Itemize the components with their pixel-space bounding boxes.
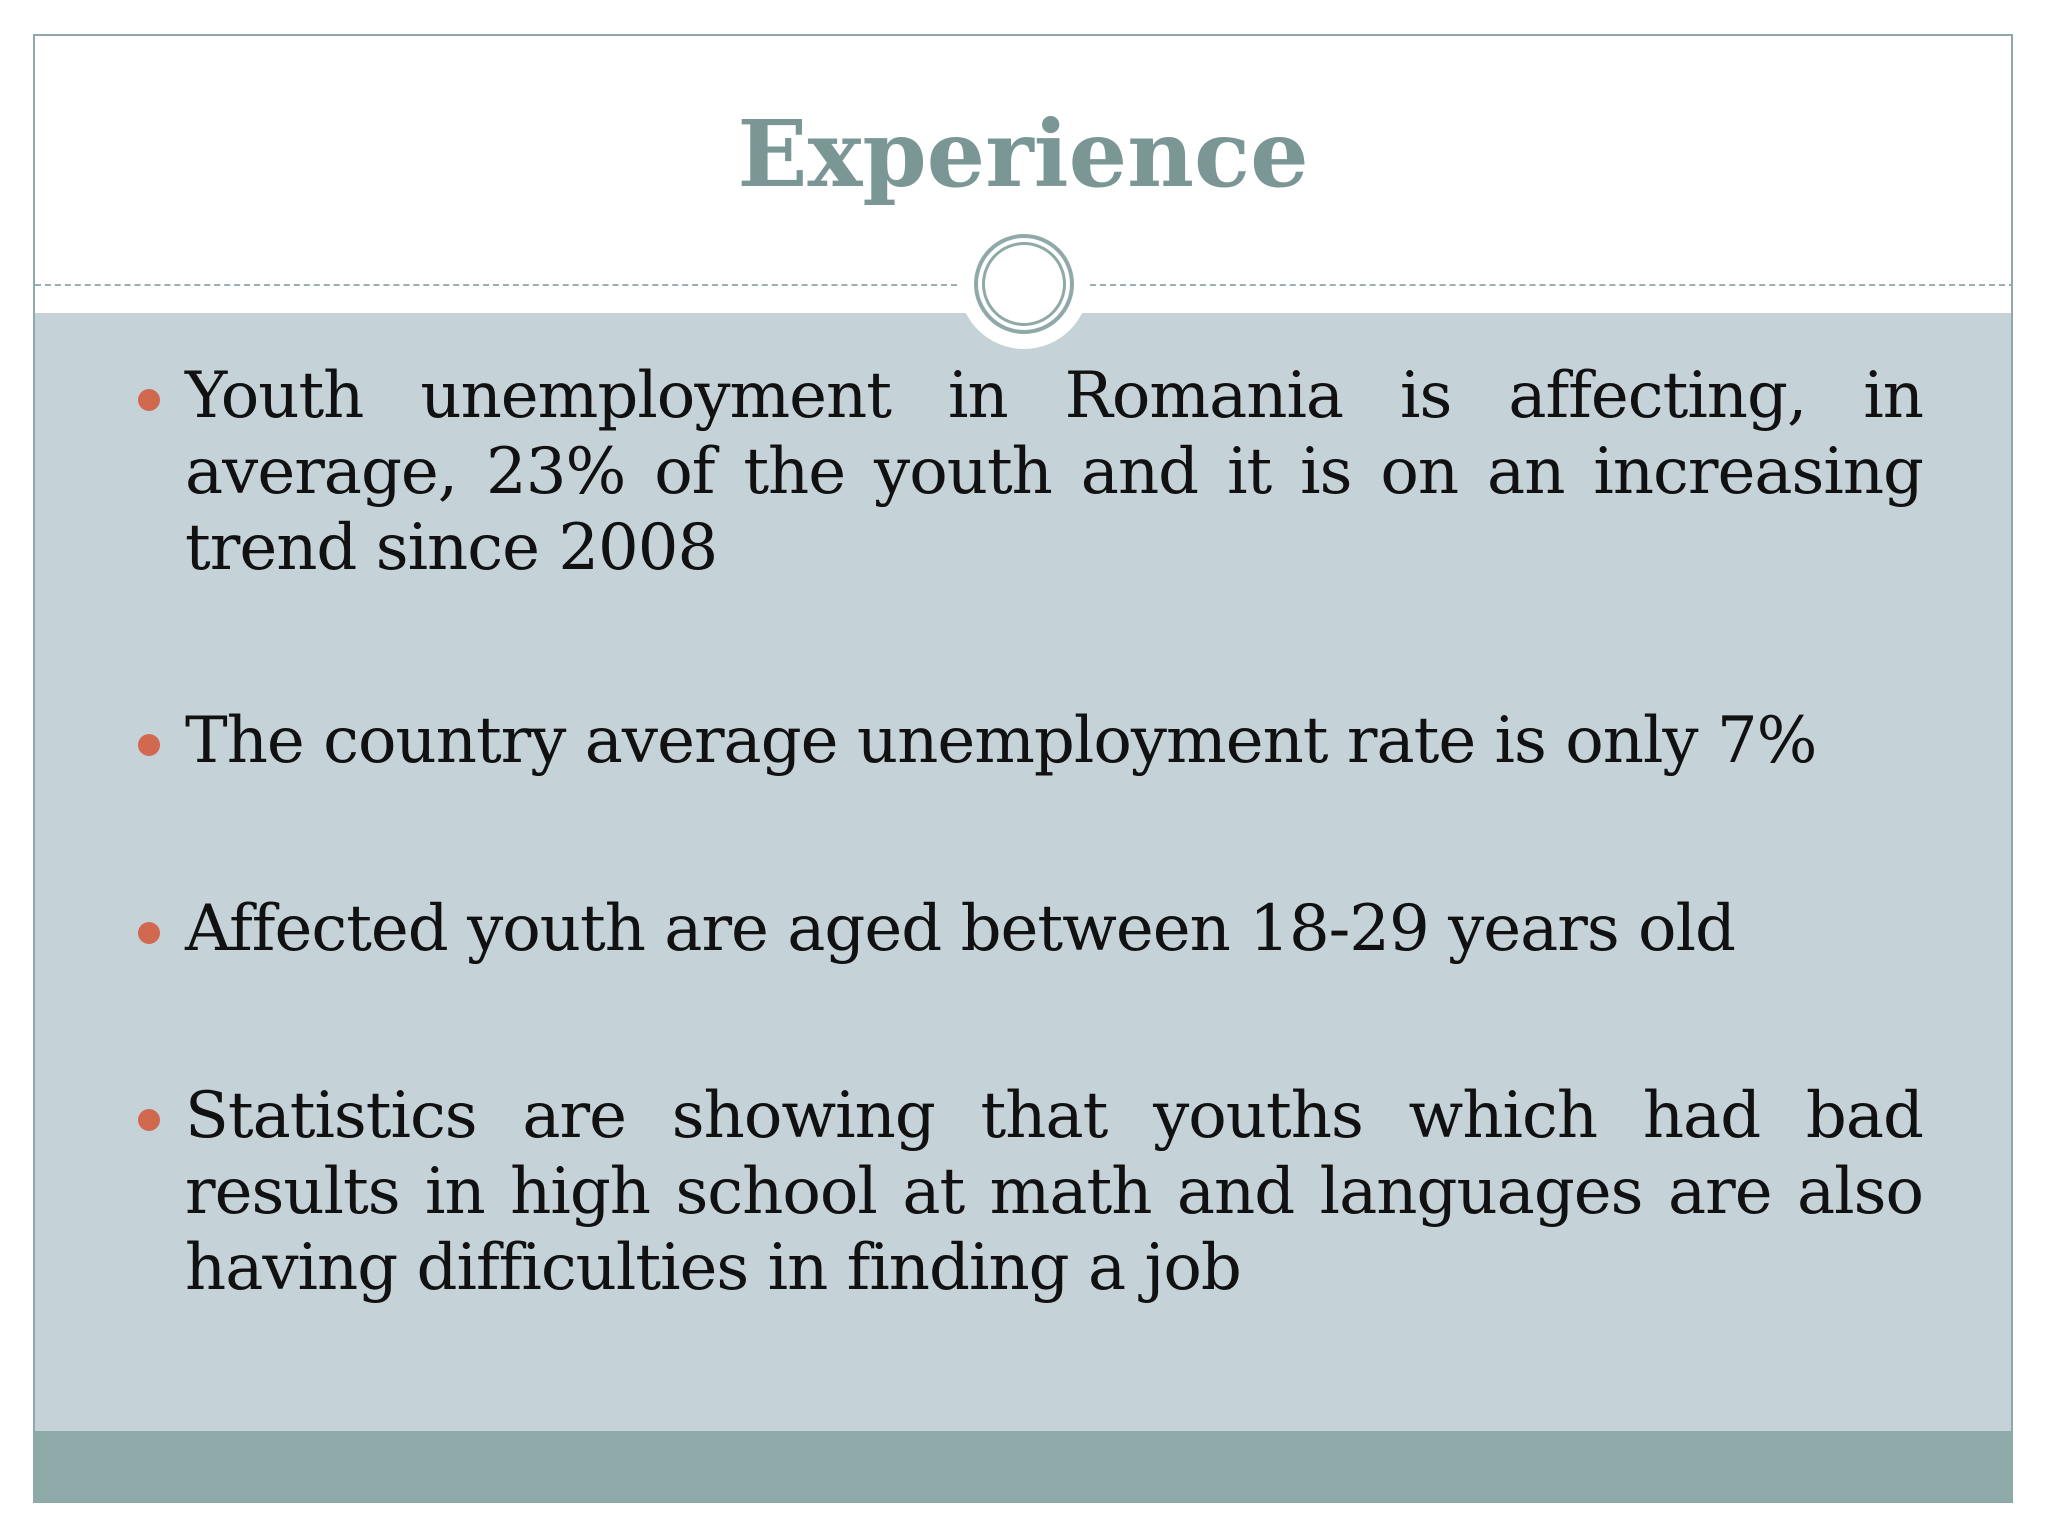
title-divider-right (1090, 284, 2013, 286)
bullet-item (185, 1078, 1923, 1306)
bullet-item (185, 891, 1923, 967)
bullet-text: Affected youth are aged between 18-29 years old (185, 892, 1735, 966)
content-area (35, 313, 2011, 1439)
title-divider-left (35, 284, 957, 286)
bullet-text: Statistics are showing that youths which had bad results in high school at math and languages are also having difficulties in finding a job (185, 1079, 1923, 1305)
bullet-text: The country average unemployment rate is only 7% (185, 704, 1817, 778)
bullet-dot-icon (138, 734, 160, 756)
ornament-inner-ring (982, 242, 1066, 326)
bullet-text: Youth unemployment in Romania is affecting, in average, 23% of the youth and it is on an increasing trend since 2008 (185, 359, 1923, 585)
bullet-dot-icon (138, 922, 160, 944)
footer-band (35, 1431, 2011, 1503)
slide (33, 34, 2013, 1503)
circle-ornament-icon (959, 219, 1089, 349)
slide-title: Experience (737, 100, 1309, 208)
bullet-dot-icon (138, 1109, 160, 1131)
bullet-dot-icon (138, 389, 160, 411)
bullet-item (185, 358, 1923, 586)
bullet-item (185, 703, 1923, 779)
